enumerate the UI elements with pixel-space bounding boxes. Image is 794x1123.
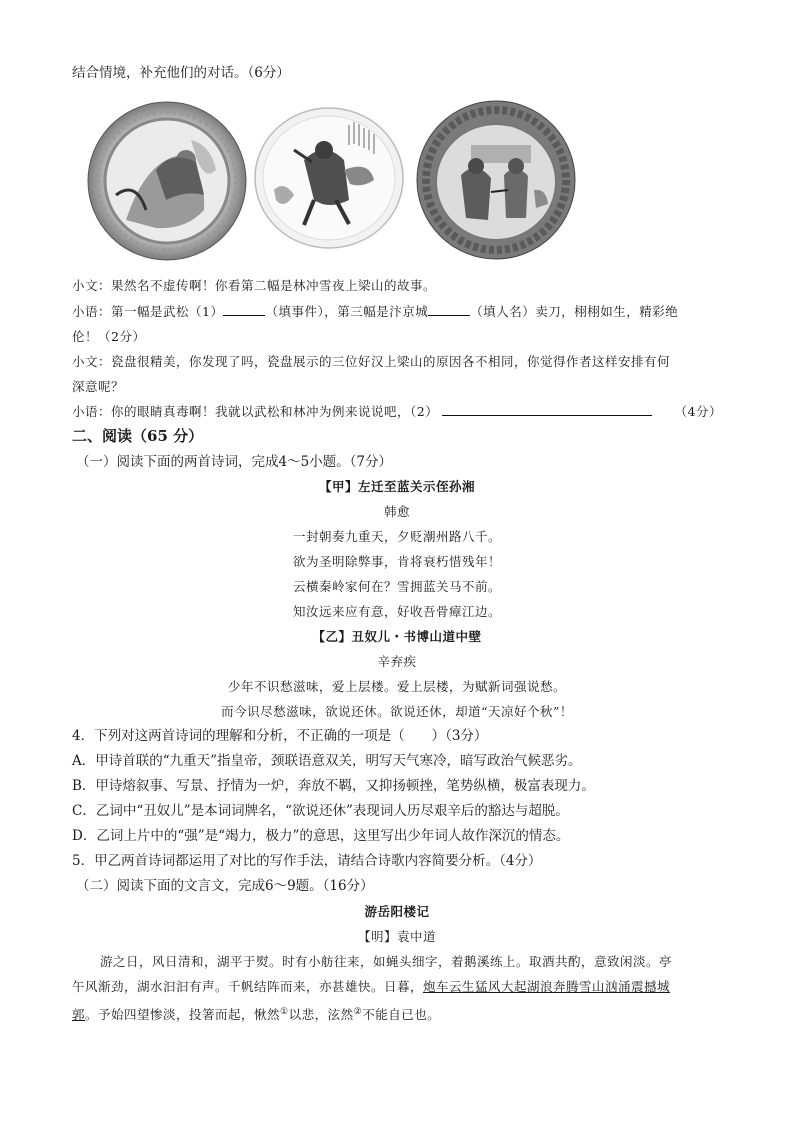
poem-a-line-2: 欲为圣明除弊事，肯将衰朽惜残年！ (292, 554, 501, 569)
poem-a-line-3: 云横秦岭家何在？雪拥蓝关马不前。 (292, 579, 501, 594)
essay-para-line-3-text: 。予始四望惨淡，投箸而起，愀然 (85, 1007, 281, 1023)
plate-lin-chong-image (254, 100, 404, 250)
dialogue-line-6a: 小语：你的眼睛真毒啊！我就以武松和林冲为例来说说吧，（2） (72, 404, 439, 419)
part-2-heading: （二）阅读下面的文言文，完成6～9题。（16分） (76, 878, 374, 894)
dialogue-line-2a: 小语：第一幅是武松（1） (72, 304, 224, 319)
poem-b-title: 【乙】丑奴儿・书博山道中壁 (312, 629, 482, 644)
part-1-heading: （一）阅读下面的两首诗词，完成4～5小题。（7分） (76, 454, 393, 470)
poem-b-author: 辛弃疾 (377, 654, 417, 669)
poem-a-author: 韩愈 (383, 504, 410, 519)
dialogue-line-5: 深意呢？ (72, 379, 125, 394)
question-4-option-b[interactable]: B．甲诗熔叙事、写景、抒情为一炉，奔放不羁，又抑扬顿挫，笔势纵横，极富表现力。 (72, 778, 595, 794)
essay-para-line-3c: 不能自已也。 (362, 1007, 441, 1023)
essay-para-line-3b: 以悲，泫然 (288, 1007, 354, 1023)
essay-para-line-3 (72, 1002, 722, 1025)
dialogue-line-2c: （填人名）卖刀，栩栩如生，精彩绝 (470, 304, 679, 319)
poem-a-line-1: 一封朝奏九重天，夕贬潮州路八千。 (292, 529, 501, 544)
plate-yang-zhi-image (416, 100, 576, 260)
dialogue-line-6b: （4分） (674, 404, 722, 419)
essay-underlined-end: 郭 (72, 1007, 86, 1023)
essay-author: 【明】袁中道 (357, 929, 436, 944)
porcelain-plates-figure (86, 100, 586, 262)
footnote-mark-1: ① (280, 1007, 289, 1017)
plate-wu-song-image (86, 100, 248, 262)
essay-underlined-sentence: 炮车云生猛风大起湖浪奔腾雪山汹涌震撼城 (423, 979, 671, 994)
question-5: 5．甲乙两首诗词都运用了对比的写作手法，请结合诗歌内容简要分析。（4分） (72, 853, 542, 869)
poem-b-line-2: 而今识尽愁滋味，欲说还休。欲说还休，却道“天凉好个秋”！ (221, 704, 573, 719)
question-4-option-c[interactable]: C．乙词中“丑奴儿”是本词词牌名，“欲说还休”表现词人历尽艰辛后的豁达与超脱。 (72, 803, 569, 819)
task-intro: 结合情境，补充他们的对话。（6分） (72, 65, 290, 81)
essay-para-line-2-text: 午风渐劲，湖水汩汩有声。千帆结阵而来，亦甚雄快。日暮， (72, 979, 424, 994)
dialogue-line-4: 小文：瓷盘很精美，你发现了吗，瓷盘展示的三位好汉上梁山的原因各不相同，你觉得作者这样安排有何 (72, 354, 671, 369)
dialogue-line-6 (72, 402, 722, 422)
answer-blank-1[interactable] (223, 303, 265, 316)
answer-blank-2[interactable] (428, 303, 470, 316)
dialogue-line-3: 伦！（2分） (72, 329, 146, 344)
essay-title: 游岳阳楼记 (364, 904, 430, 919)
essay-para-line-1: 游之日，风日清和，湖平于熨。时有小舫往来，如蝇头细字，着鹅溪练上。取酒共酌，意致闲淡。亭 (100, 954, 673, 969)
section-2-title: 二、阅读（65 分） (72, 427, 204, 445)
dialogue-line-2b: （填事件），第三幅是汴京城 (265, 304, 429, 319)
question-4-stem: 4．下列对这两首诗词的理解和分析，不正确的一项是（ ）（3分） (72, 728, 488, 744)
dialogue-line-2 (72, 302, 722, 322)
answer-blank-3[interactable] (442, 403, 652, 416)
poem-a-title: 【甲】左迁至蓝关示侄孙湘 (318, 479, 475, 494)
essay-para-line-2 (72, 977, 722, 997)
poem-b-line-1: 少年不识愁滋味，爱上层楼。爱上层楼，为赋新词强说愁。 (227, 679, 566, 694)
question-4-option-a[interactable]: A．甲诗首联的“九重天”指皇帝，颈联语意双关，明写天气寒冷，暗写政治气候恶劣。 (72, 753, 582, 769)
footnote-mark-2: ② (353, 1007, 363, 1017)
poem-a-line-4: 知汝远来应有意，好收吾骨瘴江边。 (292, 604, 501, 619)
dialogue-line-1: 小文：果然名不虚传啊！你看第二幅是林冲雪夜上梁山的故事。 (72, 278, 437, 293)
question-4-option-d[interactable]: D．乙词上片中的“强”是“竭力，极力”的意思，这里写出少年词人故作深沉的情态。 (72, 828, 570, 844)
